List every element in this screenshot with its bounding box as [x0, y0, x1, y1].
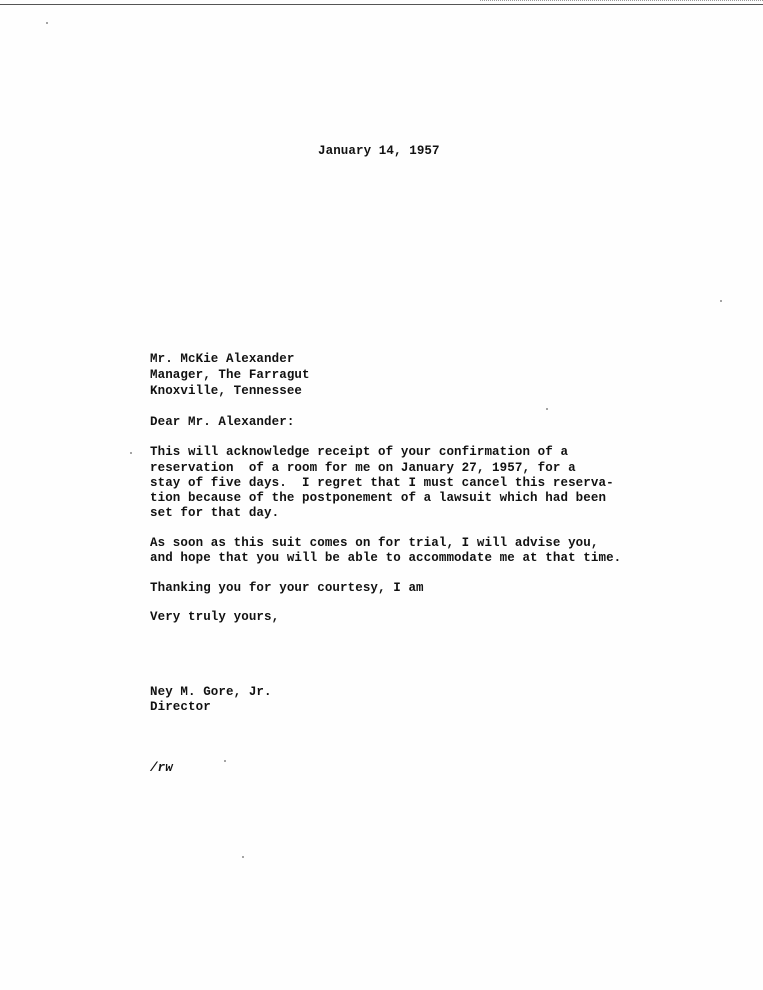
paragraph1-line4: tion because of the postponement of a lawsuit which had been: [150, 491, 607, 505]
paragraph1-line2: reservation of a room for me on January 27, 1957, for a: [150, 461, 576, 475]
signer-title: Director: [150, 700, 211, 714]
letter-date: January 14, 1957: [318, 144, 440, 158]
paragraph1-line3: stay of five days. I regret that I must cancel this reserva-: [150, 476, 614, 490]
paper-speck: [224, 760, 226, 762]
typist-initials: /rw: [150, 761, 173, 775]
paragraph2-line1: As soon as this suit comes on for trial, I will advise you,: [150, 536, 599, 550]
top-edge-rule: [0, 4, 763, 5]
recipient-name: Mr. McKie Alexander: [150, 352, 295, 366]
paper-speck: [46, 22, 48, 24]
paragraph3: Thanking you for your courtesy, I am: [150, 581, 424, 595]
recipient-title: Manager, The Farragut: [150, 368, 310, 382]
complimentary-closing: Very truly yours,: [150, 610, 280, 624]
top-edge-smudge: [480, 0, 763, 4]
paper-speck: [242, 856, 244, 858]
paragraph1-line5: set for that day.: [150, 506, 280, 520]
paragraph2-line2: and hope that you will be able to accommodate me at that time.: [150, 551, 622, 565]
paragraph1-line1: This will acknowledge receipt of your confirmation of a: [150, 445, 569, 459]
paper-speck: [130, 452, 132, 454]
paper-speck: [720, 300, 722, 302]
signer-name: Ney M. Gore, Jr.: [150, 685, 272, 699]
recipient-location: Knoxville, Tennessee: [150, 384, 303, 398]
paper-speck: [546, 408, 548, 410]
salutation: Dear Mr. Alexander:: [150, 415, 295, 429]
